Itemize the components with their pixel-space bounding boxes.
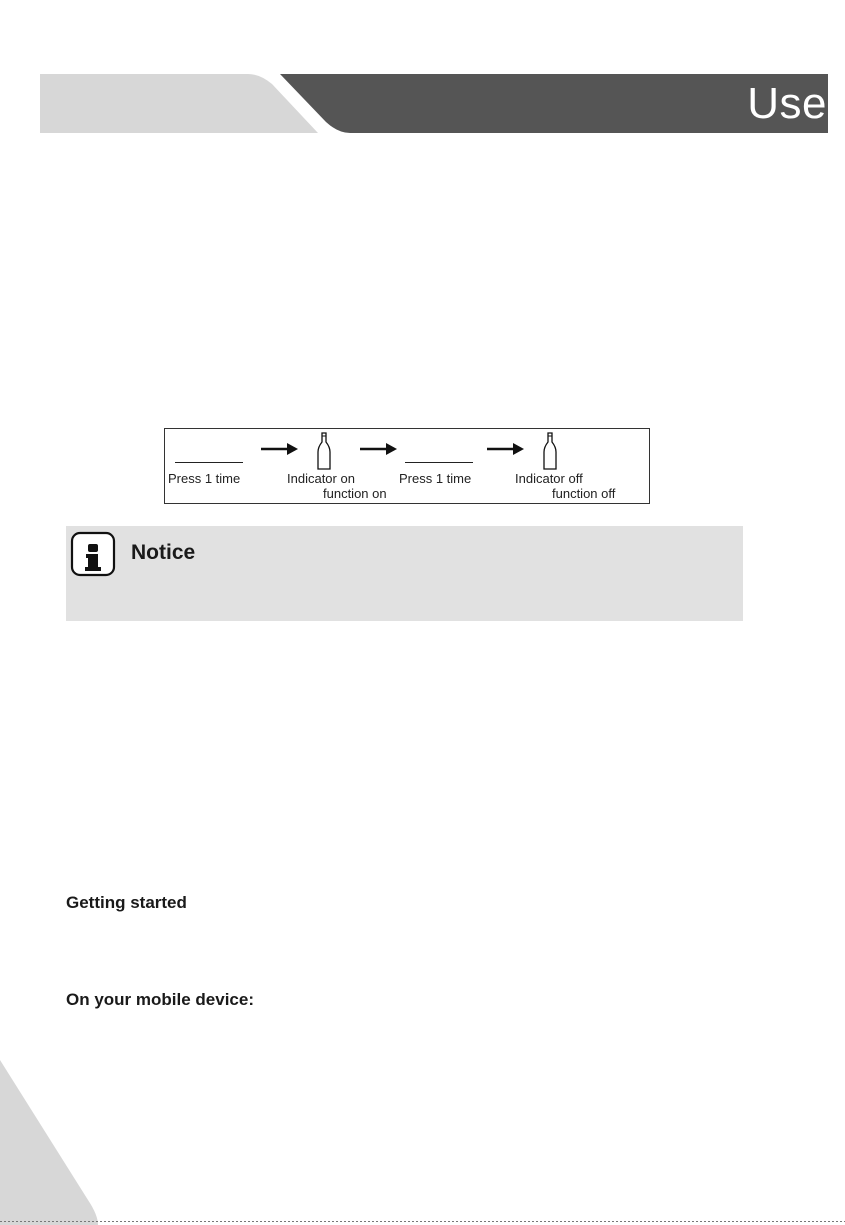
- page-header: [0, 0, 845, 140]
- flow-step-2-sublabel: function on: [323, 486, 387, 501]
- info-icon: [70, 531, 116, 577]
- flow-step-2-label: Indicator on: [287, 471, 355, 486]
- flow-step-4-sublabel: function off: [552, 486, 616, 501]
- flow-step-1-label: Press 1 time: [168, 471, 241, 486]
- arrow-right-icon: [360, 442, 398, 456]
- bottle-icon: [542, 432, 558, 470]
- notice-box: [66, 526, 743, 621]
- footer-dotted-rule: [0, 1221, 845, 1223]
- button-placeholder-line: [175, 462, 243, 463]
- button-placeholder-line: [405, 462, 473, 463]
- flow-step-4-label: Indicator off: [515, 471, 583, 486]
- mobile-device-heading: On your mobile device:: [66, 990, 254, 1009]
- indicator-flow-diagram: [164, 428, 650, 504]
- arrow-right-icon: [261, 442, 299, 456]
- page-title: Use: [747, 79, 827, 128]
- footer-corner-tab: [0, 1060, 110, 1225]
- bottle-icon: [316, 432, 332, 470]
- header-left-tab: [40, 74, 318, 133]
- flow-step-3-label: Press 1 time: [399, 471, 472, 486]
- notice-title: Notice: [131, 541, 196, 564]
- header-right-bar: [280, 74, 828, 133]
- arrow-right-icon: [487, 442, 525, 456]
- getting-started-heading: Getting started: [66, 893, 187, 912]
